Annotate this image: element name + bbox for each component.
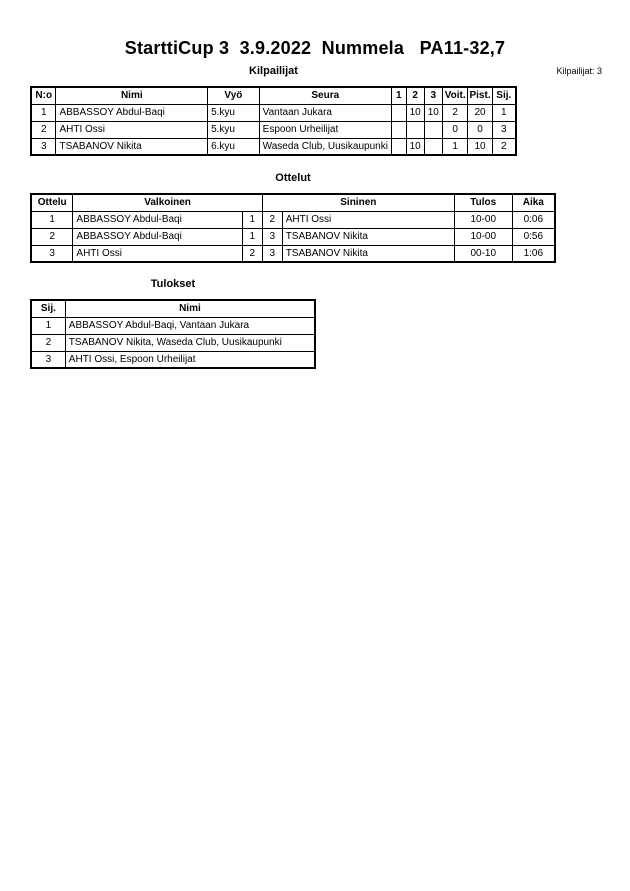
cell-nimi: TSABANOV Nikita	[56, 138, 208, 155]
page-title: StarttiCup 3 3.9.2022 Nummela PA11-32,7	[124, 38, 506, 58]
cell-vyo: 5.kyu	[208, 104, 260, 121]
cell-sininen-no: 3	[262, 245, 282, 262]
cell-sininen-no: 2	[262, 211, 282, 228]
cell-sininen: TSABANOV Nikita	[282, 245, 454, 262]
cell-sij: 2	[31, 334, 65, 351]
col-header-aika: Aika	[512, 194, 555, 211]
col-header-tulos: Tulos	[454, 194, 512, 211]
cell-r3: 10	[424, 104, 442, 121]
cell-voit: 2	[442, 104, 468, 121]
cell-valkoinen-no: 1	[242, 228, 262, 245]
cell-r2	[406, 121, 424, 138]
cell-tulos: 10-00	[454, 228, 512, 245]
col-header-valkoinen: Valkoinen	[73, 194, 262, 211]
col-header-sij: Sij.	[31, 300, 65, 317]
kilpailijat-table	[30, 86, 517, 156]
table-row	[31, 351, 315, 368]
cell-vyo: 5.kyu	[208, 121, 260, 138]
cell-seura: Espoon Urheilijat	[259, 121, 391, 138]
tulokset-table	[30, 299, 316, 369]
cell-valkoinen: ABBASSOY Abdul-Baqi	[73, 211, 242, 228]
cell-sininen-no: 3	[262, 228, 282, 245]
cell-ottelu: 3	[31, 245, 73, 262]
cell-pist: 20	[468, 104, 492, 121]
cell-r3	[424, 138, 442, 155]
cell-voit: 1	[442, 138, 468, 155]
cell-r3	[424, 121, 442, 138]
ottelut-table	[30, 193, 556, 263]
col-header-no: N:o	[31, 87, 56, 104]
kilpailijat-header-row	[31, 87, 516, 104]
cell-ottelu: 2	[31, 228, 73, 245]
cell-vyo: 6.kyu	[208, 138, 260, 155]
cell-pist: 0	[468, 121, 492, 138]
tulokset-header-row	[31, 300, 315, 317]
table-row	[31, 121, 516, 138]
ottelut-header-row	[31, 194, 555, 211]
cell-tulos: 00-10	[454, 245, 512, 262]
col-header-ottelu: Ottelu	[31, 194, 73, 211]
table-row	[31, 138, 516, 155]
section-title-tulokset: Tulokset	[150, 278, 196, 290]
cell-nimi: TSABANOV Nikita, Waseda Club, Uusikaupunki	[65, 334, 315, 351]
cell-aika: 0:06	[512, 211, 555, 228]
cell-nimi: AHTI Ossi, Espoon Urheilijat	[65, 351, 315, 368]
cell-sininen: TSABANOV Nikita	[282, 228, 454, 245]
cell-valkoinen-no: 1	[242, 211, 262, 228]
cell-no: 3	[31, 138, 56, 155]
cell-no: 2	[31, 121, 56, 138]
cell-voit: 0	[442, 121, 468, 138]
cell-seura: Vantaan Jukara	[259, 104, 391, 121]
table-row	[31, 228, 555, 245]
cell-sij: 1	[31, 317, 65, 334]
cell-r1	[391, 138, 406, 155]
col-header-seura: Seura	[259, 87, 391, 104]
cell-valkoinen: AHTI Ossi	[73, 245, 242, 262]
col-header-sininen: Sininen	[262, 194, 454, 211]
cell-nimi: ABBASSOY Abdul-Baqi	[56, 104, 208, 121]
cell-sij: 2	[492, 138, 516, 155]
table-row	[31, 211, 555, 228]
col-header-r3: 3	[424, 87, 442, 104]
col-header-r2: 2	[406, 87, 424, 104]
section-kilpailijat	[30, 65, 517, 156]
section-title-kilpailijat: Kilpailijat	[249, 65, 298, 77]
col-header-voit: Voit.	[442, 87, 468, 104]
section-title-ottelut: Ottelut	[275, 172, 311, 184]
cell-nimi: AHTI Ossi	[56, 121, 208, 138]
cell-aika: 0:56	[512, 228, 555, 245]
table-row	[31, 104, 516, 121]
table-row	[31, 334, 315, 351]
cell-valkoinen: ABBASSOY Abdul-Baqi	[73, 228, 242, 245]
cell-sij: 1	[492, 104, 516, 121]
col-header-nimi: Nimi	[56, 87, 208, 104]
cell-valkoinen-no: 2	[242, 245, 262, 262]
col-header-pist: Pist.	[468, 87, 492, 104]
table-row	[31, 245, 555, 262]
col-header-vyo: Vyö	[208, 87, 260, 104]
cell-sininen: AHTI Ossi	[282, 211, 454, 228]
cell-nimi: ABBASSOY Abdul-Baqi, Vantaan Jukara	[65, 317, 315, 334]
cell-r2: 10	[406, 104, 424, 121]
cell-no: 1	[31, 104, 56, 121]
cell-ottelu: 1	[31, 211, 73, 228]
col-header-sij: Sij.	[492, 87, 516, 104]
cell-pist: 10	[468, 138, 492, 155]
competitor-count-label: Kilpailijat: 3	[556, 66, 602, 76]
cell-aika: 1:06	[512, 245, 555, 262]
cell-sij: 3	[31, 351, 65, 368]
cell-r1	[391, 121, 406, 138]
table-row	[31, 317, 315, 334]
cell-sij: 3	[492, 121, 516, 138]
col-header-nimi: Nimi	[65, 300, 315, 317]
cell-r1	[391, 104, 406, 121]
col-header-r1: 1	[391, 87, 406, 104]
section-ottelut	[30, 172, 556, 263]
cell-r2: 10	[406, 138, 424, 155]
section-tulokset	[30, 278, 316, 369]
cell-seura: Waseda Club, Uusikaupunki	[259, 138, 391, 155]
cell-tulos: 10-00	[454, 211, 512, 228]
